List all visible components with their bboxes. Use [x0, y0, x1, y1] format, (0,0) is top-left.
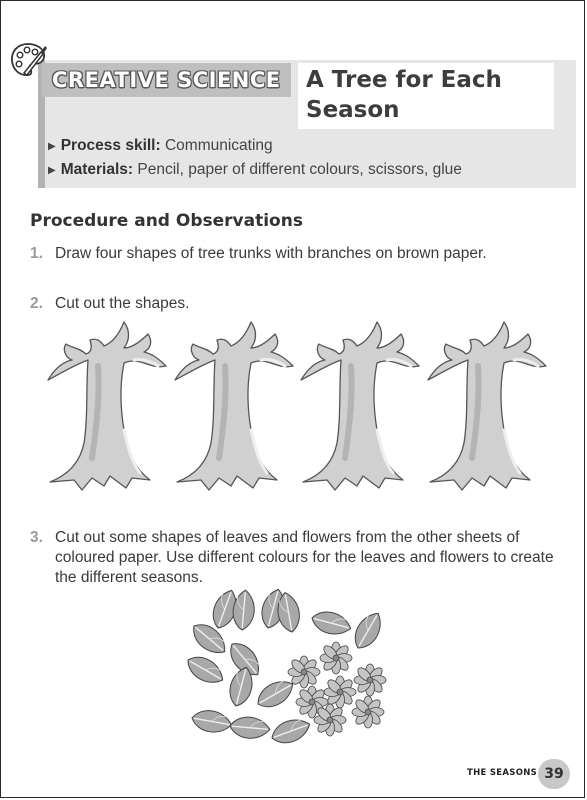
chapter-footer: THE SEASONS — [467, 768, 538, 778]
step-2 — [30, 294, 560, 314]
step-text: Cut out the shapes. — [55, 295, 190, 312]
section-title: Procedure and Observations — [30, 211, 303, 231]
process-skill-label: Process skill: — [60, 137, 161, 154]
step-text: Draw four shapes of tree trunks with branches on brown paper. — [55, 245, 487, 262]
bullet-arrow-icon: ▶ — [48, 165, 56, 176]
process-skill-row — [48, 137, 273, 155]
step-text: Cut out some shapes of leaves and flowers from the other sheets of coloured paper. Use different colours for the leaves and flowers to create the different seasons. — [55, 529, 554, 586]
process-skill-value: Communicating — [164, 137, 273, 154]
bullet-arrow-icon: ▶ — [48, 141, 56, 152]
leaves-and-flowers-illustration — [180, 588, 400, 748]
page-title: A Tree for Each Season — [298, 63, 554, 129]
step-1 — [30, 244, 560, 264]
materials-value: Pencil, paper of different colours, scissors, glue — [137, 161, 462, 178]
category-tag: CREATIVE SCIENCE — [42, 63, 291, 97]
page-number-badge: 39 — [538, 759, 570, 789]
step-number: 3. — [30, 529, 43, 546]
step-number: 1. — [30, 245, 43, 262]
materials-label: Materials: — [60, 161, 134, 178]
step-3 — [30, 528, 560, 588]
materials-row — [48, 161, 462, 179]
step-number: 2. — [30, 295, 43, 312]
tree-trunk-illustration — [40, 318, 560, 493]
